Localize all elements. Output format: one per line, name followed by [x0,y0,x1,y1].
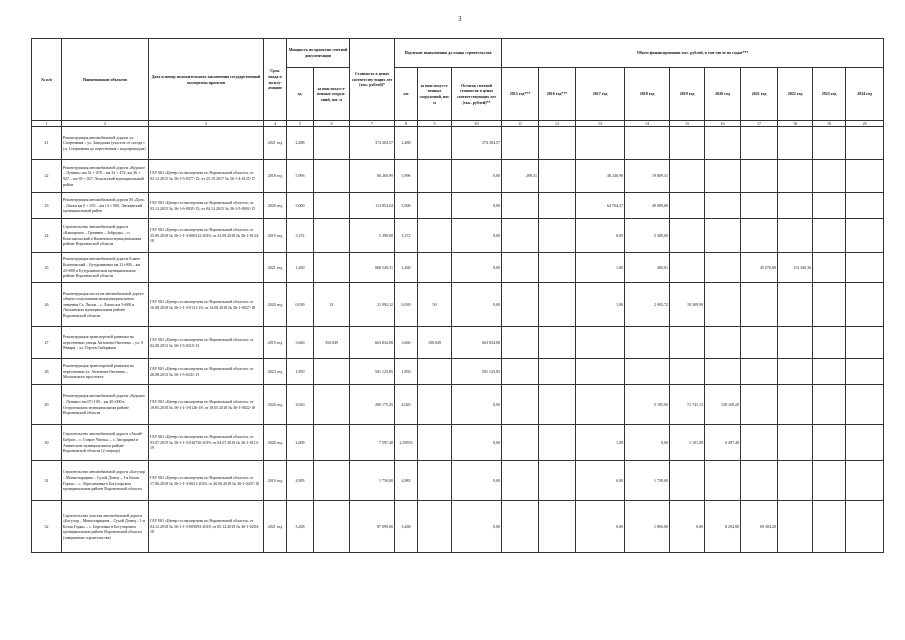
commissioning-term-cell: 2020 год [264,283,287,327]
expertise-document-cell [149,127,264,160]
remaining-cost-cell: 0,00 [452,461,502,501]
finance-year-cell [539,385,576,425]
table-body [32,127,884,553]
table-row [32,425,884,461]
total-cost-cell: 7 597,40 [350,425,395,461]
finance-year-cell [502,327,539,359]
finance-year-cell: 49 089,68 [625,193,670,219]
capacity-unit-cell: 1,460 [287,253,314,283]
finance-year-cell [846,385,884,425]
finance-year-cell: 0,00 [576,501,625,553]
total-cost-cell: 5 390,00 [350,219,395,253]
finance-year-cell [846,219,884,253]
table-row [32,160,884,193]
finance-year-cell: 0,00 [625,425,670,461]
finance-year-cell [846,283,884,327]
column-number: 5 [287,121,314,127]
finance-year-cell [705,160,741,193]
finance-year-cell [813,461,846,501]
column-number: 20 [846,121,884,127]
column-number: 6 [314,121,350,127]
capacity-structures-cell [314,193,350,219]
total-cost-cell: 21 092,32 [350,283,395,327]
finance-year-cell [539,127,576,160]
row-number-cell: 27 [32,327,62,359]
expertise-document-cell: ГАУ ВО «Центр госэкспертизы по Воронежской области» от 16.08.2018 № 36-1-1-3-0131-18; от 14.08.2018 № 36-1-0027-18 [149,283,264,327]
finance-year-cell [741,127,778,160]
object-name-cell: Реконструкция транспортной развязки на пересечении улицы Антонова-Овсеенко – ул. 9 Января – ул. Героев Сибиряков [62,327,149,359]
remaining-unit-cell: 1,850 [395,359,418,385]
header-year: 2021 год [741,68,778,121]
row-number-cell: 26 [32,283,62,327]
finance-year-cell [813,425,846,461]
header-year: 2019 год [670,68,705,121]
finance-year-cell [846,127,884,160]
table-row [32,501,884,553]
header-unit: ед. [287,68,314,121]
finance-year-cell [778,127,813,160]
table-row [32,359,884,385]
finance-year-cell: 1,00 [576,283,625,327]
finance-year-cell [705,461,741,501]
finance-year-cell: 8 294,80 [705,501,741,553]
remaining-cost-cell: 0,00 [452,425,502,461]
table-header [32,39,884,127]
remaining-structures-cell [418,385,452,425]
column-number: 12 [539,121,576,127]
capacity-structures-cell [314,461,350,501]
remaining-structures-cell [418,359,452,385]
finance-year-cell [813,501,846,553]
capacity-structures-cell: 350,049 [314,327,350,359]
finance-year-cell [502,501,539,553]
finance-year-cell: 69 304,20 [741,501,778,553]
finance-year-cell [778,283,813,327]
remaining-unit-cell: 2,488 [395,127,418,160]
header-year: 2018 год [625,68,670,121]
capacity-unit-cell: 4,020 [287,385,314,425]
expertise-document-cell: ГАУ ВО «Центр госэкспертизы по Воронежской области» от 03.12.2015 № 36-1-6-0035-15; от 04.12.2015 № 36-1-5-0092-15 [149,193,264,219]
finance-year-cell [741,219,778,253]
remaining-structures-cell [418,219,452,253]
finance-year-cell [539,253,576,283]
header-rem-unit: км [395,68,418,121]
column-number: 2 [62,121,149,127]
row-number-cell: 31 [32,461,62,501]
total-cost-cell: 374 304,57 [350,127,395,160]
finance-year-cell: 71 741,13 [670,385,705,425]
finance-year-cell [813,359,846,385]
remaining-cost-cell: 0,00 [452,501,502,553]
header-capacity-value: за ним искусст-венных сооруж-ений, пог. м [314,68,350,121]
total-cost-cell: 1 750,00 [350,461,395,501]
finance-year-cell [539,461,576,501]
commissioning-term-cell: 2021 год [264,501,287,553]
finance-year-cell [846,327,884,359]
remaining-structures-cell [418,160,452,193]
finance-year-cell [813,327,846,359]
header-document: Дата и номер положительного заключения государственной экспертизы проектов [149,39,264,121]
object-name-cell: Реконструкция транспортной развязки на пересечении ул. Антонова-Овсеенко – Московского проспекта [62,359,149,385]
header-year: 2022 год [778,68,813,121]
capacity-structures-cell: 31 [314,283,350,327]
finance-year-cell [625,127,670,160]
object-name-cell: Реконструкция автомобильной дороги «Курское – Лунино» км 32 + 078 – км 34 + 474, км 36 + 927 – км 39 + 027, Хохольский муниципальный район [62,160,149,193]
finance-year-cell: 400,01 [625,253,670,283]
remaining-unit-cell: 4,020 [395,385,418,425]
finance-year-cell [846,253,884,283]
capacity-unit-cell: 2,609 [287,425,314,461]
expertise-document-cell: ГАУ ВО «Центр госэкспертизы по Воронежской области» от 04.12.2018 № 36-1-1-3-005093-2018; от 05.12.2018 № 36-1-0204-18 [149,501,264,553]
table-row [32,461,884,501]
finance-year-cell [576,127,625,160]
finance-year-cell: 46 246,98 [576,160,625,193]
finance-year-cell [539,283,576,327]
finance-year-cell [539,501,576,553]
column-number: 1 [32,121,62,127]
expertise-document-cell: ГАУ ВО «Центр госэкспертизы по Воронежской области» от 02.08.2013 № 36-1-5-0215-13 [149,327,264,359]
finance-year-cell: 128 169,20 [705,385,741,425]
object-name-cell: Строительство автомобильной дороги «Каширское – Грачевка – Заброды» – п. Комсомольский в Каменском муниципальном районе Воронежской области [62,219,149,253]
finance-year-cell [502,385,539,425]
remaining-structures-cell [418,501,452,553]
finance-year-cell [778,385,813,425]
finance-year-cell [670,327,705,359]
header-object-name: Наименование объектов [62,39,149,121]
finance-year-cell: 19 809,31 [625,160,670,193]
finance-year-cell [741,160,778,193]
expertise-document-cell [149,253,264,283]
row-number-cell: 22 [32,160,62,193]
finance-year-cell: 1,00 [576,425,625,461]
finance-year-cell [813,193,846,219]
finance-year-cell: 113 340,30 [778,253,813,283]
capacity-unit-cell: 3,372 [287,219,314,253]
remaining-cost-cell: 0,00 [452,160,502,193]
capacity-structures-cell [314,501,350,553]
finance-year-cell [502,193,539,219]
remaining-cost-cell: 0,00 [452,385,502,425]
commissioning-term-cell: 2023 год [264,359,287,385]
capacity-structures-cell [314,253,350,283]
remaining-unit-cell: 3,372 [395,219,418,253]
remaining-unit-cell: 4,983 [395,461,418,501]
finance-year-cell [625,359,670,385]
commissioning-term-cell: 2019 год [264,461,287,501]
finance-year-cell [813,127,846,160]
finance-year-cell [741,193,778,219]
expertise-document-cell: ГАУ ВО «Центр госэкспертизы по Воронежской области» от 28.08.2013 № 36-1-5-0241-13 [149,359,264,385]
capacity-structures-cell [314,425,350,461]
total-cost-cell: 206 175,35 [350,385,395,425]
finance-year-cell [778,219,813,253]
table-row [32,193,884,219]
commissioning-term-cell: 2021 год [264,127,287,160]
table-row [32,327,884,359]
column-number: 18 [778,121,813,127]
finance-year-cell [576,385,625,425]
finance-year-cell [539,425,576,461]
finance-year-cell [778,425,813,461]
finance-year-cell [670,127,705,160]
object-name-cell: Реконструкция моста на автомобильной дороге общего пользования межмуниципального значения Ст. Лиски – с. Лиски км 3+000 в Лискинском муниципальном районе Воронежской области [62,283,149,327]
remaining-structures-cell: 50 [418,283,452,327]
remaining-cost-cell: 0,00 [452,219,502,253]
header-year: 2023 год [813,68,846,121]
remaining-cost-cell: 663 834,08 [452,327,502,359]
finance-year-cell [846,160,884,193]
column-number: 16 [705,121,741,127]
finance-year-cell [502,219,539,253]
column-number: 10 [452,121,502,127]
table-row [32,219,884,253]
finance-year-cell [670,359,705,385]
finance-year-cell [846,501,884,553]
remaining-unit-cell: 2,59933 [395,425,418,461]
finance-year-cell: 0,00 [670,501,705,553]
finance-year-cell [813,283,846,327]
capacity-unit-cell: 2,488 [287,127,314,160]
finance-year-cell [539,219,576,253]
expertise-document-cell: ГАУ ВО «Центр госэкспертизы по Воронежской области» от 25.09.2018 № 36-1-1-3-000312-2018; от 24.09.2018 № 36-1-0134-18 [149,219,264,253]
row-number-cell: 23 [32,193,62,219]
finance-year-cell [705,127,741,160]
finance-year-cell [705,219,741,253]
finance-year-cell [705,283,741,327]
header-year: 2020 год [705,68,741,121]
capacity-unit-cell: 3,660 [287,327,314,359]
finance-year-cell [846,359,884,385]
finance-year-cell [741,283,778,327]
capacity-structures-cell [314,127,350,160]
commissioning-term-cell: 2019 год [264,327,287,359]
column-number: 8 [395,121,418,127]
object-name-cell: Реконструкция автомобильной дороги «Курское – Лунино» км 07+100 – км 20+000 в Острогожском муниципальном районе Воронежской области [62,385,149,425]
finance-year-cell [705,253,741,283]
finance-year-cell: 45 070,00 [741,253,778,283]
header-remaining-group: Подлежит выполнению до конца строительства [395,39,502,68]
commissioning-term-cell: 2018 год [264,160,287,193]
finance-year-cell [813,160,846,193]
column-number: 7 [350,121,395,127]
commissioning-term-cell: 2020 год [264,193,287,219]
finance-year-cell [502,359,539,385]
row-number-cell: 21 [32,127,62,160]
row-number-cell: 24 [32,219,62,253]
remaining-structures-cell [418,425,452,461]
column-number: 17 [741,121,778,127]
finance-year-cell: 2 092,72 [625,283,670,327]
finance-year-cell [625,327,670,359]
finance-year-cell [778,461,813,501]
commissioning-term-cell: 2021 год [264,253,287,283]
column-number: 4 [264,121,287,127]
finance-year-cell: 1 750,00 [625,461,670,501]
finance-year-cell: 1,00 [576,253,625,283]
column-number: 14 [625,121,670,127]
capacity-unit-cell: 5,996 [287,160,314,193]
object-name-cell: Реконструкция автомобильной дороги Елань-Коленовский – Бутурлиновка км 21+000 – км 22+000 в Бутурлиновском муниципальном районе Воронежской области [62,253,149,283]
finance-year-cell [705,359,741,385]
object-name-cell: Строительство автомобильной дороги «Богучар – Монастырщина – Сухой Донец – 1-я Белая Горка» – с. Абросимовка в Богучарском муниципальном районе Воронежской области [62,461,149,501]
finance-year-cell: 1 101,00 [670,425,705,461]
header-year: 2024 год [846,68,884,121]
capacity-structures-cell [314,219,350,253]
finance-year-cell [670,193,705,219]
header-capacity-group: Мощность по проектно-сметной документации [287,39,350,68]
table-row [32,253,884,283]
expertise-document-cell: ГАУ ВО «Центр госэкспертизы по Воронежской области» от 03.07.2019 № 36-1-1-3-016730-2019; от 04.07.2019 № 36-1-0113-19 [149,425,264,461]
finance-year-cell [813,219,846,253]
remaining-unit-cell: 1,460 [395,253,418,283]
commissioning-term-cell: 2020 год [264,385,287,425]
remaining-cost-cell: 501 123,85 [452,359,502,385]
finance-year-cell [741,385,778,425]
finance-year-cell [502,283,539,327]
finance-year-cell [576,359,625,385]
finance-year-cell [778,160,813,193]
header-no: № п/п [32,39,62,121]
remaining-structures-cell [418,193,452,219]
finance-year-cell [705,327,741,359]
column-number: 19 [813,121,846,127]
commissioning-term-cell: 2019 год [264,219,287,253]
finance-year-cell [576,327,625,359]
finance-year-cell [846,461,884,501]
finance-year-cell [813,253,846,283]
page-number: 3 [458,15,462,23]
total-cost-cell: 87 099,00 [350,501,395,553]
remaining-unit-cell: 3,268 [395,501,418,553]
row-number-cell: 29 [32,385,62,425]
finance-year-cell: 6 497,40 [705,425,741,461]
finance-year-cell [741,425,778,461]
header-year: 2015 год*** [502,68,539,121]
object-name-cell: Строительство участка автомобильной дороги «Богучар – Монастырщина – Сухой Донец – 1-я Белая Горка» – с. Березовка в Богучарском муниципальном районе Воронежской области (завершение строительства) [62,501,149,553]
remaining-structures-cell [418,461,452,501]
finance-year-cell [539,193,576,219]
remaining-structures-cell [418,253,452,283]
expertise-document-cell: ГАУ ВО «Центр госэкспертизы по Воронежской области» от 17.06.2018 № 36-1-1-3-0021-2018; от 20.06.2018 № 36-1-0437-18 [149,461,264,501]
header-rem-value: за ним искусст-венных сооружений, пог. м [418,68,452,121]
remaining-cost-cell: 0,00 [452,253,502,283]
expertise-document-cell: ГАУ ВО «Центр госэкспертизы по Воронежской области» от 18.05.2018 № 36-1-1-3-0126-18; от 18.05.2018 № 36-1-0022-18 [149,385,264,425]
row-number-cell: 32 [32,501,62,553]
finance-year-cell [670,253,705,283]
finance-year-cell [778,327,813,359]
remaining-cost-cell: 0,00 [452,283,502,327]
finance-year-cell [846,425,884,461]
header-year: 2017 год [576,68,625,121]
total-cost-cell: 068 549,31 [350,253,395,283]
capacity-structures-cell [314,359,350,385]
finance-year-cell: 1 800,00 [625,501,670,553]
remaining-structures-cell: 100,049 [418,327,452,359]
capacity-unit-cell: 5,000 [287,193,314,219]
finance-year-cell [502,461,539,501]
remaining-unit-cell: 5,000 [395,193,418,219]
remaining-unit-cell: 3,660 [395,327,418,359]
table-row [32,127,884,160]
finance-year-cell [539,359,576,385]
header-year: 2016 год*** [539,68,576,121]
finance-year-cell: 18 309,90 [670,283,705,327]
remaining-unit-cell: 0,039 [395,283,418,327]
remaining-cost-cell: 0,00 [452,193,502,219]
header-cost: Стоимость в ценах соответству-ющих лет (тыс. рублей)* [350,39,395,121]
finance-year-cell [813,385,846,425]
finance-year-cell: 0,09 [576,219,625,253]
finance-year-cell [741,327,778,359]
finance-year-cell [539,160,576,193]
row-number-cell: 28 [32,359,62,385]
finance-year-cell [670,219,705,253]
finance-year-cell [741,359,778,385]
finance-year-cell [670,160,705,193]
finance-year-cell [670,461,705,501]
column-number: 3 [149,121,264,127]
expertise-document-cell: ГАУ ВО «Центр госэкспертизы по Воронежской области» от 03.12.2015 № 36-1-5-0377-15; от 25.10.2017 № 36-1-4-0125-17 [149,160,264,193]
header-rem-cost: Остаток сметной стоимости в ценах соответствующих лет (тыс. рублей)** [452,68,502,121]
finance-year-cell [705,193,741,219]
object-name-cell: Реконструкция автомобильной дороги М «Дон» – Лиски км 0 + 255 – км 14 + 000, Лискинский муниципальный район [62,193,149,219]
column-number: 11 [502,121,539,127]
object-name-cell: Строительство автомобильной дороги «Аксай-Бобров – с. Старое Чиглы» – с. Загорщина в Аннинском муниципальном районе Воронежской области (2 очередь) [62,425,149,461]
finance-year-cell [741,461,778,501]
finance-year-cell [502,253,539,283]
finance-year-cell [502,425,539,461]
finance-year-cell [778,193,813,219]
remaining-cost-cell: 374 304,57 [452,127,502,160]
finance-year-cell: 64 764,37 [576,193,625,219]
column-number: 9 [418,121,452,127]
commissioning-term-cell: 2020 год [264,425,287,461]
capacity-unit-cell: 0,039 [287,283,314,327]
object-name-cell: Реконструкция автомобильной дороги ул. Спортивная – ул. Заводская (участок от съезда с ул. Спортивная до пересечения с водопроводом) [62,127,149,160]
remaining-unit-cell: 5,996 [395,160,418,193]
finance-year-cell [539,327,576,359]
table-row [32,385,884,425]
total-cost-cell: 663 834,08 [350,327,395,359]
finance-year-cell [502,127,539,160]
table-row [32,283,884,327]
capacity-structures-cell [314,160,350,193]
investment-objects-table [31,38,884,553]
total-cost-cell: 501 123,85 [350,359,395,385]
capacity-unit-cell: 1,850 [287,359,314,385]
header-finance-group: Объем финансирования тыс. рублей, в том числе по годам*** [502,39,884,68]
finance-year-cell [778,501,813,553]
capacity-unit-cell: 3,268 [287,501,314,553]
finance-year-cell [778,359,813,385]
finance-year-cell [846,193,884,219]
total-cost-cell: 113 854,04 [350,193,395,219]
column-number: 13 [576,121,625,127]
row-number-cell: 25 [32,253,62,283]
row-number-cell: 30 [32,425,62,461]
remaining-structures-cell [418,127,452,160]
finance-year-cell: 5 389,00 [625,219,670,253]
finance-year-cell: 289,31 [502,160,539,193]
finance-year-cell: 0,00 [576,461,625,501]
capacity-unit-cell: 4,983 [287,461,314,501]
column-number: 15 [670,121,705,127]
header-term: Срок ввода в эксплу-атацию [264,39,287,121]
capacity-structures-cell [314,385,350,425]
total-cost-cell: 66 260,99 [350,160,395,193]
finance-year-cell: 5 185,00 [625,385,670,425]
